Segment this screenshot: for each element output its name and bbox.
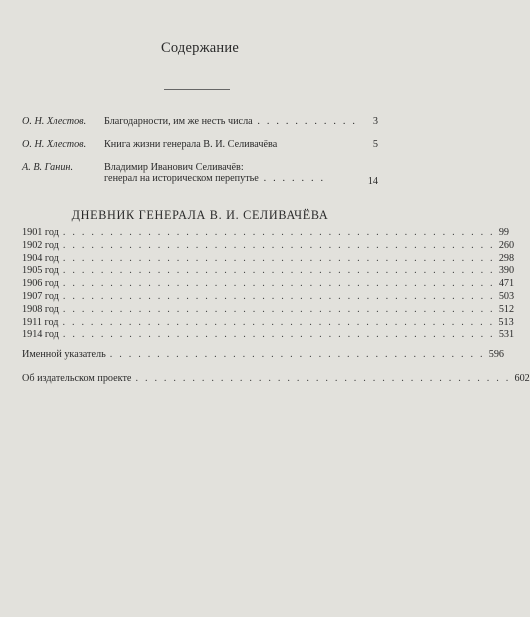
year-label: 1906 год [22, 278, 59, 290]
page-number: 390 [498, 265, 515, 277]
page-number: 602 [514, 373, 530, 384]
dot-leader: . . . . . . . . . . . . . . . . . . . . . . . . . . . . . . . . . . . . . . . . . . . . . . [62, 239, 495, 251]
diary-section-heading: ДНЕВНИК ГЕНЕРАЛА В. И. СЕЛИВАЧЁВА [71, 208, 329, 222]
list-item [22, 329, 515, 342]
page-number: 260 [498, 239, 515, 251]
title-divider [164, 89, 230, 90]
entry-page-number: 14 [367, 176, 378, 187]
entry-title: Владимир Иванович Селивачёв: генерал на историческом перепутье . . . . . . . [104, 162, 326, 184]
list-item [22, 278, 515, 291]
year-label: 1911 год [22, 316, 59, 328]
dot-leader: . . . . . . . . . . . . . . . . . . . . . . . . . . . . . . . . . . . . . . . . . . . . . . [62, 290, 495, 302]
dot-leader: . . . . . . . . . . . . . . . . . . . . . . . . . . . . . . . . . . . . . . . . . . . . . . [62, 316, 495, 328]
entry-label: Об издательском проекте [22, 373, 132, 384]
toc-entry-historical-crossroads [22, 162, 378, 190]
diary-years-list [22, 227, 515, 342]
year-label: 1902 год [22, 239, 59, 251]
page-number: 99 [498, 227, 509, 238]
dot-leader: . . . . . . . . . . . . . . . . . . . . . . . . . . . . . . . . . . . . . . . . . . . . . . [62, 329, 495, 341]
list-item [22, 303, 515, 317]
list-item [22, 252, 515, 266]
entry-page-number: 5 [372, 139, 378, 150]
page-number: 512 [498, 303, 515, 315]
page-number: 596 [488, 349, 505, 360]
page-title: Содержание [161, 40, 239, 56]
year-label: 1914 год [22, 329, 59, 341]
entry-title: Благодарности, им же несть числа . . . . . . . . . . . [104, 116, 358, 127]
dot-leader: . . . . . . . . . . . . . . . . . . . . . . . . . . . . . . . . . . . . . . . . . . . . . . [62, 303, 495, 315]
year-label: 1908 год [22, 303, 59, 315]
toc-entry-acknowledgements [22, 116, 378, 130]
entry-label: Именной указатель [22, 349, 106, 360]
list-item [22, 349, 505, 362]
toc-entry-name-index [22, 349, 505, 362]
year-label: 1905 год [22, 265, 59, 277]
list-item [22, 265, 515, 278]
toc-entry-publishing-project [22, 373, 530, 386]
dot-leader: . . . . . . . . . . . . . . . . . . . . . . . . . . . . . . . . . . . . . . . . . . . . . . [62, 227, 495, 238]
entry-author: О. Н. Хлестов. [22, 139, 87, 150]
dot-leader: . . . . . . . . . . . . . . . . . . . . . . . . . . . . . . . . . . . . . . . . . . . . . . [62, 265, 495, 277]
entry-page-number: 3 [372, 116, 378, 127]
list-item [22, 316, 514, 330]
page-number: 471 [498, 278, 515, 290]
list-item [22, 227, 509, 240]
dot-leader: . . . . . . . . . . . . . . . . . . . . . . . . . . . . . . . . . . . . . . . . . . . . . . [62, 278, 495, 290]
list-item [22, 373, 530, 386]
year-label: 1907 год [22, 290, 59, 302]
dot-leader: . . . . . . . . . . . . . . . . . . . . . . . . . . . . . . . . . . . . . . . . [135, 373, 511, 384]
page-number: 513 [498, 316, 514, 328]
entry-author: А. В. Ганин. [22, 162, 74, 173]
entry-title: Книга жизни генерала В. И. Селивачёва [104, 139, 278, 150]
page-number: 531 [498, 329, 515, 341]
toc-entry-book-of-life [22, 139, 378, 153]
year-label: 1901 год [22, 227, 59, 238]
list-item [22, 290, 515, 304]
entry-author: О. Н. Хлестов. [22, 116, 87, 127]
page-number: 503 [498, 290, 515, 302]
list-item [22, 239, 515, 253]
dot-leader: . . . . . . . . . . . . . . . . . . . . . . . . . . . . . . . . . . . . . . . . . . . . . . [62, 252, 495, 264]
year-label: 1904 год [22, 252, 59, 264]
dot-leader: . . . . . . . . . . . . . . . . . . . . . . . . . . . . . . . . . . . . . . . . [109, 349, 485, 360]
page-number: 298 [498, 252, 515, 264]
